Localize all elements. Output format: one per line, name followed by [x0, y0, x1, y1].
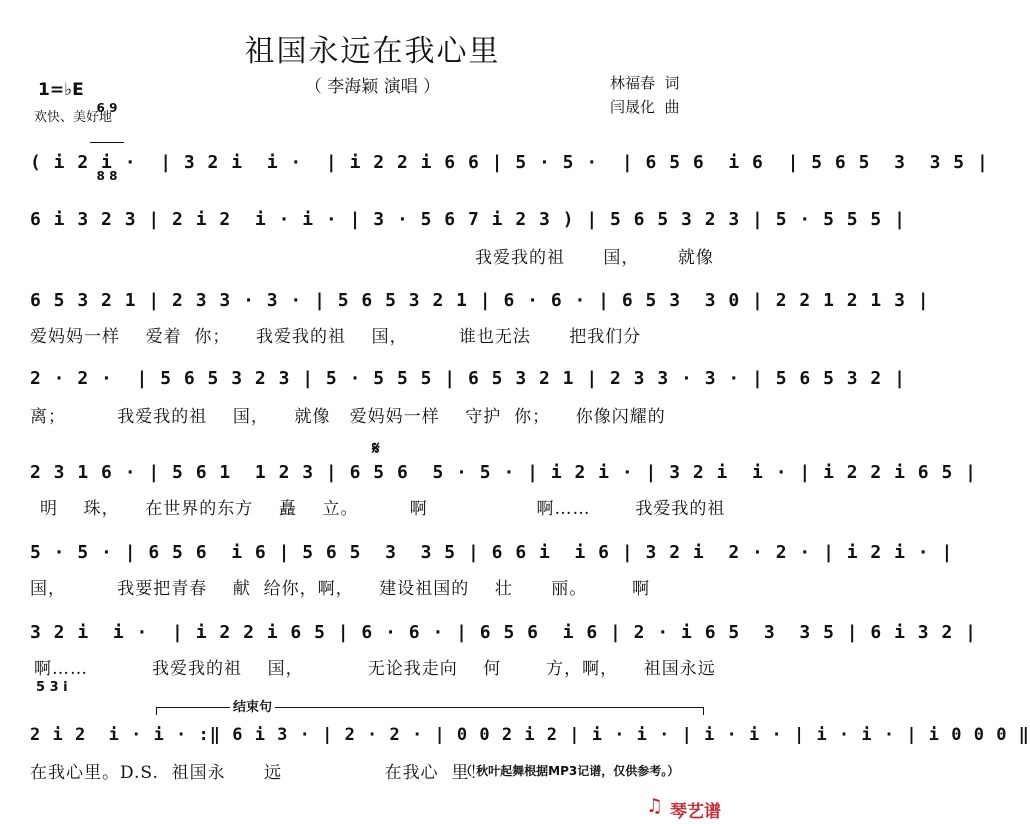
segno-sign: 𝄋: [372, 438, 380, 459]
key-signature: 1=♭E: [38, 80, 84, 100]
ending-label: 结束句: [230, 696, 275, 715]
notation-row-7: 3 2 i i · | i 2 2 i 6 5 | 6 · 6 · | 6 5 6 i 6 | 2 · i 6 5 3 3 5 | 6 i 3 2 |: [30, 622, 977, 643]
time-signature: [90, 76, 124, 196]
time-signature-bottom: 8 8: [96, 169, 118, 183]
ending-bracket-left-tick: [156, 707, 157, 715]
ending-bracket-right-tick: [703, 707, 704, 715]
time-signature-divider: [90, 142, 124, 143]
lyric-row-4: 离； 我爱我的祖 国， 就像 爱妈妈一样 守护 你； 你像闪耀的: [30, 407, 666, 427]
notation-row-5: 2 3 1 6 · | 5 6 1 1 2 3 | 6 5 6 5 · 5 · | i 2 i · | 3 2 i i · | i 2 2 i 6 5 |: [30, 462, 977, 483]
notation-row-6: 5 · 5 · | 6 5 6 i 6 | 5 6 5 3 3 5 | 6 6 i i 6 | 3 2 i 2 · 2 · | i 2 i · |: [30, 542, 954, 563]
singer-credit: （ 李海颖 演唱 ）: [304, 77, 441, 97]
lyric-row-8: 在我心里。D.S. 祖国永 远 在我心 里！: [30, 763, 488, 783]
watermark-logo-icon: ♫: [646, 795, 664, 817]
tempo-marking: 欢快、美好地: [34, 110, 113, 125]
watermark-text: 琴艺谱: [670, 802, 721, 822]
lyric-row-5: 明 珠， 在世界的东方 矗 立。 啊 啊…… 我爱我的祖: [40, 499, 726, 519]
notation-row-8: 2 i 2 i · i · :‖ 6 i 3 · | 2 · 2 · | 0 0 2 i 2 | i · i · | i · i · | i · i · | i 0 0 0 ‖: [30, 725, 1030, 745]
lyric-row-2: 我爱我的祖 国， 就像: [475, 248, 714, 268]
notation-row-2: 6 i 3 2 3 | 2 i 2 i · i · | 3 · 5 6 7 i 2 3 ) | 5 6 5 3 2 3 | 5 · 5 5 5 |: [30, 209, 906, 230]
time-signature-top: 6 9: [96, 101, 118, 115]
notation-row-4: 2 · 2 · | 5 6 5 3 2 3 | 5 · 5 5 5 | 6 5 3 2 1 | 2 3 3 · 3 · | 5 6 5 3 2 |: [30, 368, 906, 389]
alternate-notes: 5 3 i: [36, 680, 68, 695]
song-title: 祖国永远在我心里: [244, 34, 501, 69]
composer-credit: 闫晟化 曲: [610, 98, 680, 116]
notation-row-3: 6 5 3 2 1 | 2 3 3 · 3 · | 5 6 5 3 2 1 | 6 · 6 · | 6 5 3 3 0 | 2 2 1 2 1 3 |: [30, 290, 930, 311]
lyric-row-7: 啊…… 我爱我的祖 国， 无论我走向 何 方，啊， 祖国永远: [34, 659, 716, 679]
lyric-row-6: 国， 我要把青春 献 给你，啊， 建设祖国的 壮 丽。 啊: [30, 579, 651, 599]
transcription-footnote: （ 秋叶起舞根据MP3记谱，仅供参考。）: [460, 764, 680, 778]
lyric-row-3: 爱妈妈一样 爱着 你； 我爱我的祖 国， 谁也无法 把我们分: [30, 327, 642, 347]
lyricist-credit: 林福春 词: [610, 74, 680, 92]
notation-row-1: ( i 2 i · | 3 2 i i · | i 2 2 i 6 6 | 5 · 5 · | 6 5 6 i 6 | 5 6 5 3 3 5 |: [30, 152, 989, 173]
